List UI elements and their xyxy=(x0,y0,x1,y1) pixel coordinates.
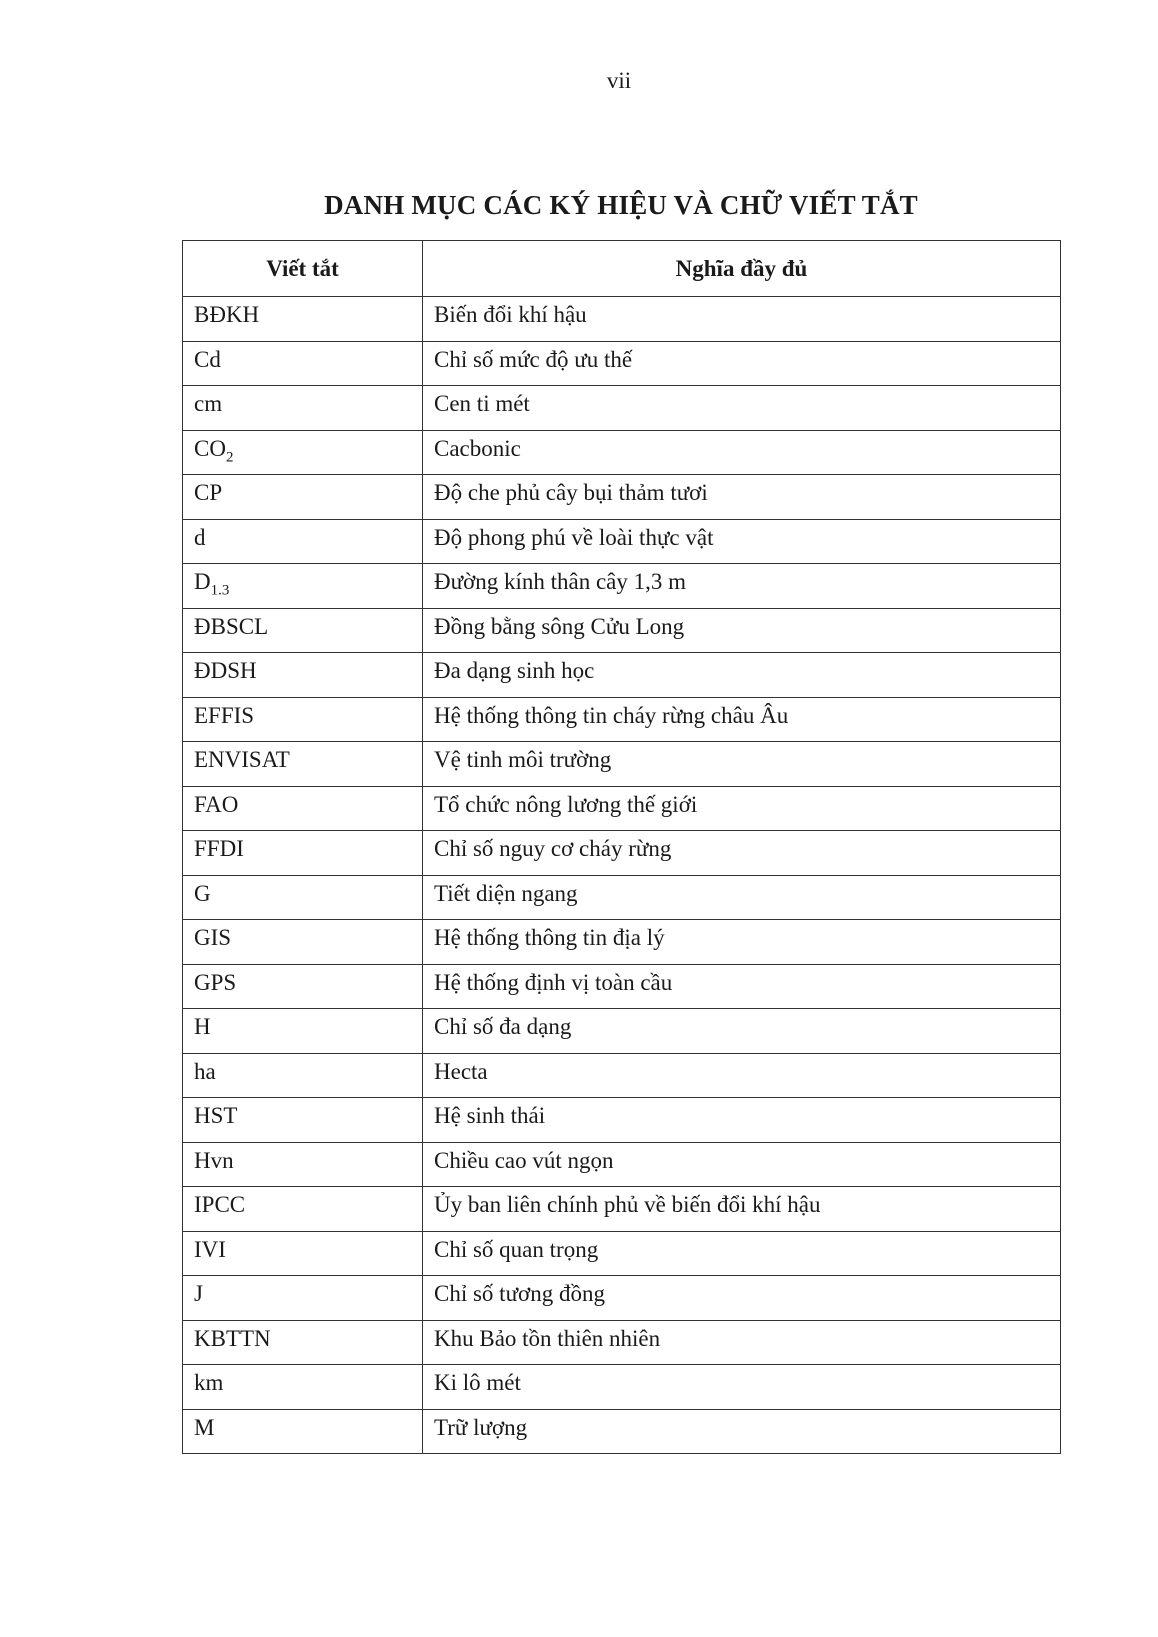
meaning-cell: Khu Bảo tồn thiên nhiên xyxy=(423,1320,1061,1365)
table-body xyxy=(183,297,1061,1454)
table-row xyxy=(183,831,1061,876)
table-row xyxy=(183,386,1061,431)
abbreviation-text: IVI xyxy=(194,1236,226,1262)
meaning-cell: Cen ti mét xyxy=(423,386,1061,431)
abbreviation-cell xyxy=(183,297,423,342)
meaning-cell: Hệ thống thông tin địa lý xyxy=(423,920,1061,965)
abbreviation-cell xyxy=(183,519,423,564)
abbreviation-text: FAO xyxy=(194,791,239,817)
abbreviation-cell xyxy=(183,1231,423,1276)
table-row xyxy=(183,1009,1061,1054)
abbreviation-cell xyxy=(183,608,423,653)
abbreviation-cell xyxy=(183,697,423,742)
abbreviation-cell xyxy=(183,1320,423,1365)
table-row xyxy=(183,875,1061,920)
meaning-cell: Độ che phủ cây bụi thảm tươi xyxy=(423,475,1061,520)
abbreviation-text: ĐDSH xyxy=(194,658,257,683)
meaning-cell: Trữ lượng xyxy=(423,1409,1061,1454)
abbreviation-text: M xyxy=(194,1414,215,1440)
abbreviation-text: EFFIS xyxy=(194,702,255,728)
meaning-cell: Cacbonic xyxy=(423,430,1061,475)
abbreviation-text: ENVISAT xyxy=(194,747,290,772)
table-row xyxy=(183,1053,1061,1098)
meaning-cell: Hệ thống định vị toàn cầu xyxy=(423,964,1061,1009)
abbreviation-text: G xyxy=(194,880,211,906)
abbreviation-text: cm xyxy=(194,391,223,416)
meaning-cell: Chỉ số đa dạng xyxy=(423,1009,1061,1054)
abbreviation-cell xyxy=(183,964,423,1009)
meaning-cell: Độ phong phú về loài thực vật xyxy=(423,519,1061,564)
abbreviation-cell xyxy=(183,1365,423,1410)
abbreviation-text: FFDI xyxy=(194,836,244,861)
abbreviation-cell xyxy=(183,742,423,787)
header-abbreviation: Viết tắt xyxy=(183,241,423,297)
table-row xyxy=(183,742,1061,787)
table-row xyxy=(183,964,1061,1009)
abbreviation-text: Cd xyxy=(194,346,221,372)
abbreviation-cell xyxy=(183,1409,423,1454)
abbreviation-cell xyxy=(183,1009,423,1054)
table-row xyxy=(183,1276,1061,1321)
page-number: vii xyxy=(606,68,632,93)
abbreviation-text: GPS xyxy=(194,969,237,995)
table-row xyxy=(183,1142,1061,1187)
meaning-cell: Ủy ban liên chính phủ về biến đổi khí hậu xyxy=(423,1187,1061,1232)
table-row xyxy=(183,608,1061,653)
header-meaning: Nghĩa đầy đủ xyxy=(423,241,1061,297)
meaning-cell: Chỉ số mức độ ưu thế xyxy=(423,341,1061,386)
abbreviation-cell xyxy=(183,341,423,386)
table-row xyxy=(183,786,1061,831)
meaning-cell: Tổ chức nông lương thế giới xyxy=(423,786,1061,831)
meaning-cell: Hệ sinh thái xyxy=(423,1098,1061,1143)
table-row xyxy=(183,341,1061,386)
abbreviation-text: BĐKH xyxy=(194,302,260,327)
meaning-cell: Đa dạng sinh học xyxy=(423,653,1061,698)
abbreviation-text: GIS xyxy=(194,925,232,950)
abbreviation-text: KBTTN xyxy=(194,1325,271,1351)
table-row xyxy=(183,1365,1061,1410)
abbreviation-text: J xyxy=(194,1281,203,1306)
abbreviation-cell xyxy=(183,1187,423,1232)
abbreviation-text: HST xyxy=(194,1103,238,1128)
abbreviation-cell xyxy=(183,831,423,876)
abbreviation-cell xyxy=(183,1276,423,1321)
abbreviation-text: Hvn xyxy=(194,1147,234,1173)
meaning-cell: Biến đổi khí hậu xyxy=(423,297,1061,342)
table-row xyxy=(183,1320,1061,1365)
meaning-cell: Đồng bằng sông Cửu Long xyxy=(423,608,1061,653)
abbreviation-text: D xyxy=(194,569,211,594)
table-row xyxy=(183,1098,1061,1143)
table-row xyxy=(183,519,1061,564)
table-row xyxy=(183,1231,1061,1276)
meaning-cell: Hecta xyxy=(423,1053,1061,1098)
meaning-cell: Chỉ số tương đồng xyxy=(423,1276,1061,1321)
page-title: DANH MỤC CÁC KÝ HIỆU VÀ CHỮ VIẾT TẮT xyxy=(324,190,918,220)
abbreviation-text: CO xyxy=(194,435,226,461)
table-row xyxy=(183,297,1061,342)
table-row xyxy=(183,564,1061,609)
abbreviation-text: ha xyxy=(194,1058,216,1084)
abbreviation-table xyxy=(182,240,1061,1454)
abbreviation-cell xyxy=(183,920,423,965)
abbreviation-cell xyxy=(183,786,423,831)
meaning-cell: Ki lô mét xyxy=(423,1365,1061,1410)
abbreviation-text: IPCC xyxy=(194,1192,246,1217)
abbreviation-cell xyxy=(183,1142,423,1187)
meaning-cell: Hệ thống thông tin cháy rừng châu Âu xyxy=(423,697,1061,742)
abbreviation-cell xyxy=(183,875,423,920)
meaning-cell: Chiều cao vút ngọn xyxy=(423,1142,1061,1187)
abbreviation-text: ĐBSCL xyxy=(194,613,269,639)
table-row xyxy=(183,1409,1061,1454)
table-row xyxy=(183,475,1061,520)
abbreviation-cell xyxy=(183,1053,423,1098)
abbreviation-cell xyxy=(183,475,423,520)
meaning-cell: Chỉ số quan trọng xyxy=(423,1231,1061,1276)
table-row xyxy=(183,920,1061,965)
abbreviation-text: H xyxy=(194,1014,211,1039)
table-row xyxy=(183,1187,1061,1232)
table-header-row xyxy=(183,241,1061,297)
meaning-cell: Vệ tinh môi trường xyxy=(423,742,1061,787)
table-row xyxy=(183,653,1061,698)
abbreviation-cell xyxy=(183,386,423,431)
abbreviation-cell xyxy=(183,430,423,475)
meaning-cell: Tiết diện ngang xyxy=(423,875,1061,920)
abbreviation-cell xyxy=(183,653,423,698)
table-row xyxy=(183,697,1061,742)
abbreviation-subscript: 2 xyxy=(225,449,234,466)
abbreviation-text: CP xyxy=(194,480,223,505)
meaning-cell: Chỉ số nguy cơ cháy rừng xyxy=(423,831,1061,876)
abbreviation-text: km xyxy=(194,1370,224,1395)
abbreviation-cell xyxy=(183,564,423,609)
abbreviation-text: d xyxy=(194,524,206,550)
meaning-cell: Đường kính thân cây 1,3 m xyxy=(423,564,1061,609)
abbreviation-cell xyxy=(183,1098,423,1143)
table-row xyxy=(183,430,1061,475)
abbreviation-subscript: 1.3 xyxy=(210,582,230,599)
